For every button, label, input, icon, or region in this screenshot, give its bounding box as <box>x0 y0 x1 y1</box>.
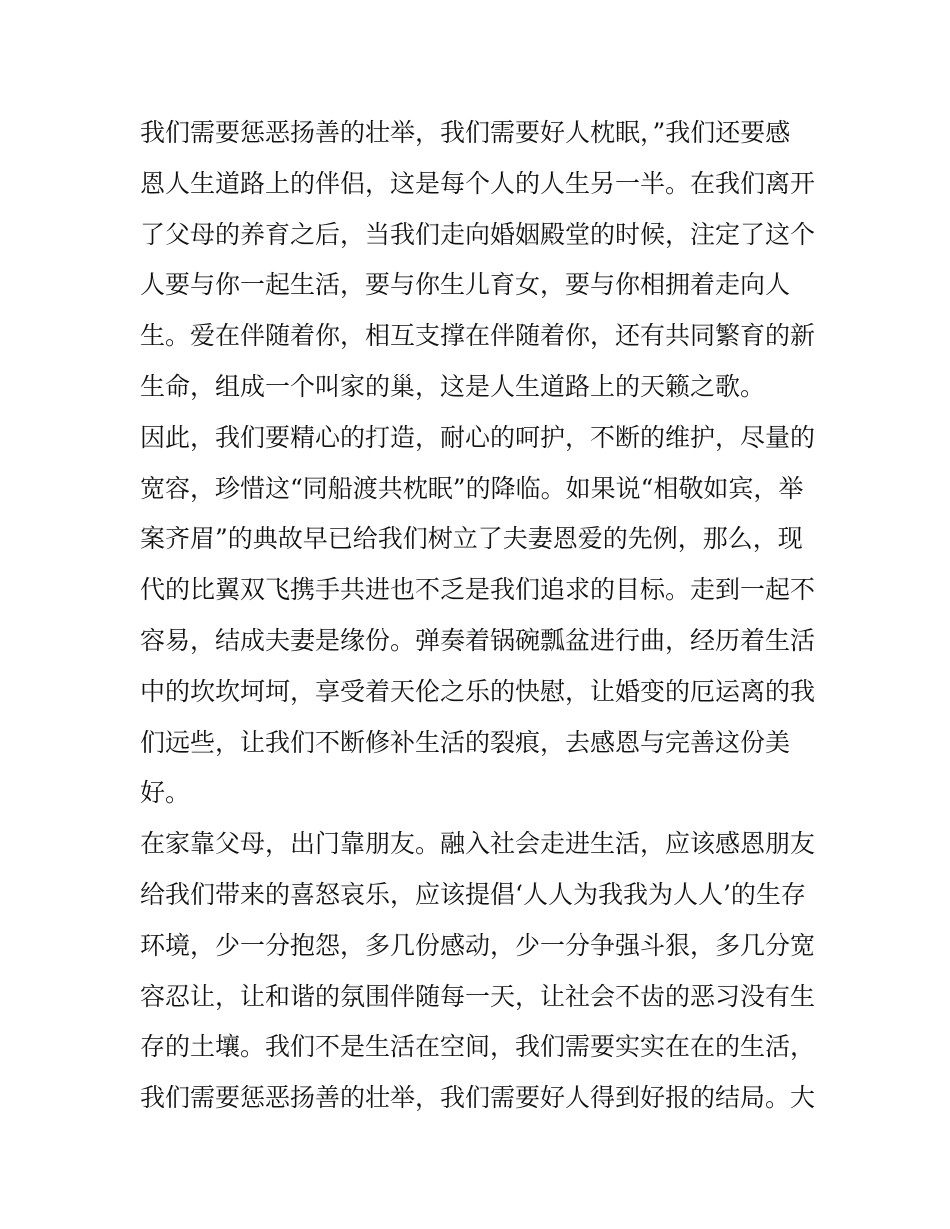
text-line: 人要与你一起生活，要与你生儿育女，要与你相拥着走向人 <box>140 270 791 300</box>
text-line: 代的比翼双飞携手共进也不乏是我们追求的目标。走到一起不 <box>140 575 816 605</box>
text-line: 案齐眉”的典故早已给我们树立了夫妻恩爱的先例，那么，现 <box>140 524 803 554</box>
text-line: 给我们带来的喜怒哀乐，应该提倡‘人人为我我为人人’的生存 <box>140 879 806 909</box>
text-line: 宽容，珍惜这“同船渡共枕眠”的降临。如果说“相敬如宾，举 <box>140 473 804 503</box>
text-line: 生命，组成一个叫家的巢，这是人生道路上的天籁之歌。 <box>140 371 766 401</box>
text-line: 恩人生道路上的伴侣，这是每个人的人生另一半。在我们离开 <box>140 168 816 198</box>
body-text <box>140 108 820 1124</box>
text-line: 存的土壤。我们不是生活在空间，我们需要实实在在的生活， <box>140 1032 816 1062</box>
text-line: 们远些，让我们不断修补生活的裂痕，去感恩与完善这份美 <box>140 727 791 757</box>
text-line: 容易，结成夫妻是缘份。弹奏着锅碗瓢盆进行曲，经历着生活 <box>140 625 816 655</box>
text-line: 生。爱在伴随着你，相互支撑在伴随着你，还有共同繁育的新 <box>140 321 816 351</box>
text-line: 因此，我们要精心的打造，耐心的呵护，不断的维护，尽量的 <box>140 422 816 452</box>
text-line: 好。 <box>140 778 191 808</box>
text-line: 在家靠父母，出门靠朋友。融入社会走进生活，应该感恩朋友 <box>140 829 816 859</box>
text-line: 了父母的养育之后，当我们走向婚姻殿堂的时候，注定了这个 <box>140 219 816 249</box>
text-line: 环境，少一分抱怨，多几份感动，少一分争强斗狠，多几分宽 <box>140 930 816 960</box>
text-line: 中的坎坎坷坷，享受着天伦之乐的快慰，让婚变的厄运离的我 <box>140 676 816 706</box>
text-line: 我们需要惩恶扬善的壮举，我们需要好人得到好报的结局。大 <box>140 1083 816 1113</box>
text-line: 我们需要惩恶扬善的壮举，我们需要好人枕眠，”我们还要感 <box>140 118 791 147</box>
text-line: 容忍让，让和谐的氛围伴随每一天，让社会不齿的恶习没有生 <box>140 981 816 1011</box>
